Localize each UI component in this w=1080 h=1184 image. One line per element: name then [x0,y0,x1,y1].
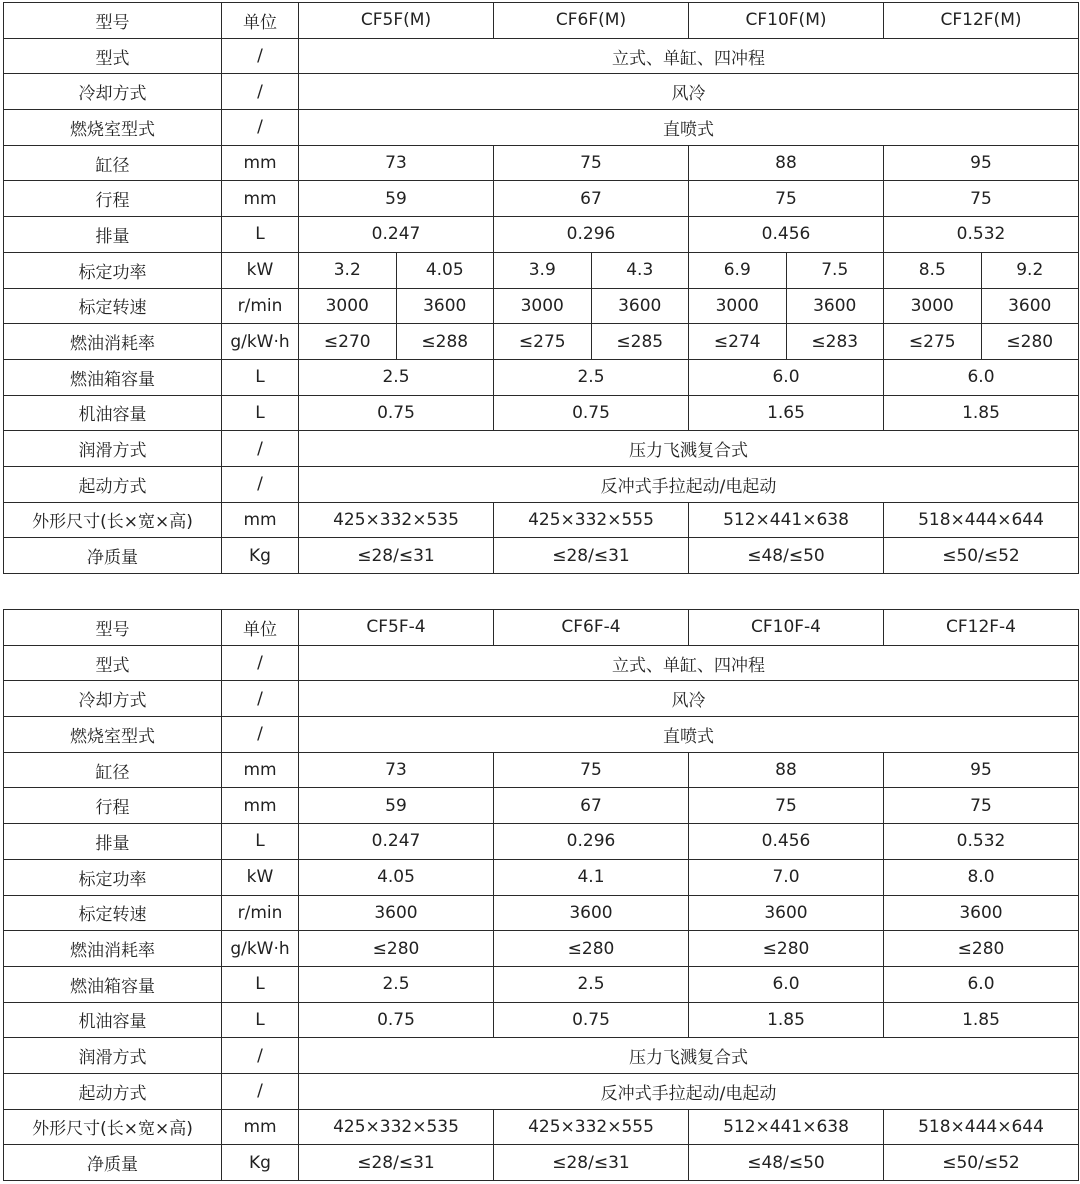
value-cell: 73 [299,752,494,788]
row-label: 排量 [4,217,222,253]
value-cell: 8.5 [884,252,982,288]
value-cell: 0.75 [494,1002,689,1038]
value-cell: 3000 [494,288,592,324]
value-cell: 75 [494,752,689,788]
header-model-name: CF6F(M) [494,3,689,39]
table-row [4,431,1079,467]
table-row [4,145,1079,181]
row-label: 燃烧室型式 [4,110,222,146]
row-unit: L [222,966,299,1002]
value-cell: 7.0 [689,859,884,895]
spanned-value-cell: 直喷式 [299,110,1079,146]
value-cell: 425×332×535 [299,1109,494,1145]
row-unit: kW [222,859,299,895]
spanned-value-cell: 压力飞溅复合式 [299,1038,1079,1074]
row-label: 标定转速 [4,288,222,324]
row-unit: / [222,431,299,467]
value-cell: ≤280 [299,931,494,967]
row-label: 机油容量 [4,1002,222,1038]
row-unit: / [222,74,299,110]
row-unit: / [222,681,299,717]
value-cell: 4.05 [299,859,494,895]
row-label: 排量 [4,824,222,860]
row-label: 外形尺寸(长×宽×高) [4,502,222,538]
table-row [4,181,1079,217]
row-label: 标定功率 [4,252,222,288]
table-row [4,324,1079,360]
table-row [4,359,1079,395]
row-label: 标定功率 [4,859,222,895]
value-cell: 2.5 [299,359,494,395]
value-cell: 425×332×535 [299,502,494,538]
value-cell: 3000 [884,288,982,324]
value-cell: 3600 [591,288,689,324]
row-label: 行程 [4,181,222,217]
row-label: 起动方式 [4,466,222,502]
row-label: 燃油箱容量 [4,359,222,395]
value-cell: 75 [689,788,884,824]
value-cell: ≤285 [591,324,689,360]
row-unit: / [222,1073,299,1109]
header-row [4,610,1079,646]
value-cell: 0.296 [494,217,689,253]
value-cell: 0.247 [299,824,494,860]
value-cell: ≤48/≤50 [689,1145,884,1181]
value-cell: ≤28/≤31 [299,1145,494,1181]
table-row [4,1038,1079,1074]
table-row [4,681,1079,717]
row-label: 型式 [4,645,222,681]
row-label: 冷却方式 [4,681,222,717]
table-row [4,1145,1079,1181]
table-row [4,502,1079,538]
value-cell: ≤288 [396,324,494,360]
header-model-name: CF10F(M) [689,3,884,39]
row-unit: r/min [222,895,299,931]
value-cell: 3600 [786,288,884,324]
header-model-name: CF5F-4 [299,610,494,646]
row-label: 燃烧室型式 [4,717,222,753]
spanned-value-cell: 反冲式手拉起动/电起动 [299,466,1079,502]
row-unit: mm [222,1109,299,1145]
value-cell: 9.2 [981,252,1079,288]
value-cell: 1.85 [689,1002,884,1038]
table-row [4,395,1079,431]
value-cell: 425×332×555 [494,1109,689,1145]
value-cell: 518×444×644 [884,1109,1079,1145]
value-cell: 0.456 [689,217,884,253]
spanned-value-cell: 压力飞溅复合式 [299,431,1079,467]
value-cell: 4.3 [591,252,689,288]
value-cell: 4.1 [494,859,689,895]
value-cell: 3600 [299,895,494,931]
table-row [4,1002,1079,1038]
value-cell: 73 [299,145,494,181]
value-cell: 518×444×644 [884,502,1079,538]
row-unit: L [222,217,299,253]
value-cell: 75 [494,145,689,181]
value-cell: 88 [689,145,884,181]
value-cell: 3.2 [299,252,397,288]
row-label: 缸径 [4,752,222,788]
value-cell: 2.5 [494,966,689,1002]
row-label: 冷却方式 [4,74,222,110]
table-row [4,931,1079,967]
table-row [4,252,1079,288]
row-label: 型式 [4,38,222,74]
value-cell: 512×441×638 [689,1109,884,1145]
value-cell: 4.05 [396,252,494,288]
value-cell: 1.65 [689,395,884,431]
table-row [4,1109,1079,1145]
value-cell: 75 [884,181,1079,217]
row-unit: L [222,1002,299,1038]
value-cell: 3600 [494,895,689,931]
row-label: 行程 [4,788,222,824]
value-cell: 425×332×555 [494,502,689,538]
value-cell: 1.85 [884,1002,1079,1038]
value-cell: 0.296 [494,824,689,860]
value-cell: ≤280 [981,324,1079,360]
table-row [4,717,1079,753]
value-cell: 0.75 [299,395,494,431]
value-cell: ≤280 [689,931,884,967]
row-unit: mm [222,752,299,788]
value-cell: 88 [689,752,884,788]
value-cell: 6.0 [689,966,884,1002]
row-unit: Kg [222,1145,299,1181]
row-label: 燃油消耗率 [4,931,222,967]
value-cell: 7.5 [786,252,884,288]
value-cell: 6.0 [884,359,1079,395]
spec-table-1 [3,2,1079,574]
value-cell: ≤28/≤31 [494,538,689,574]
value-cell: 8.0 [884,859,1079,895]
value-cell: 3.9 [494,252,592,288]
table-row [4,538,1079,574]
table-row [4,645,1079,681]
spanned-value-cell: 直喷式 [299,717,1079,753]
value-cell: 95 [884,145,1079,181]
header-model-name: CF5F(M) [299,3,494,39]
value-cell: 95 [884,752,1079,788]
row-label: 起动方式 [4,1073,222,1109]
value-cell: 67 [494,181,689,217]
value-cell: 75 [689,181,884,217]
value-cell: 6.0 [689,359,884,395]
table-row [4,110,1079,146]
value-cell: 1.85 [884,395,1079,431]
row-unit: / [222,1038,299,1074]
value-cell: ≤280 [494,931,689,967]
table-row [4,1073,1079,1109]
header-row [4,3,1079,39]
row-unit: / [222,645,299,681]
row-label: 润滑方式 [4,431,222,467]
spanned-value-cell: 立式、单缸、四冲程 [299,38,1079,74]
value-cell: 67 [494,788,689,824]
header-model-name: CF12F(M) [884,3,1079,39]
row-unit: g/kW·h [222,324,299,360]
value-cell: 512×441×638 [689,502,884,538]
header-model-name: CF6F-4 [494,610,689,646]
value-cell: 3600 [396,288,494,324]
row-unit: r/min [222,288,299,324]
value-cell: 0.532 [884,217,1079,253]
row-unit: L [222,395,299,431]
value-cell: ≤50/≤52 [884,538,1079,574]
row-unit: mm [222,788,299,824]
value-cell: 0.532 [884,824,1079,860]
table-row [4,824,1079,860]
spanned-value-cell: 反冲式手拉起动/电起动 [299,1073,1079,1109]
row-label: 净质量 [4,538,222,574]
value-cell: 0.247 [299,217,494,253]
table-row [4,38,1079,74]
table-row [4,788,1079,824]
value-cell: 75 [884,788,1079,824]
spanned-value-cell: 立式、单缸、四冲程 [299,645,1079,681]
row-unit: g/kW·h [222,931,299,967]
value-cell: ≤270 [299,324,397,360]
table-row [4,288,1079,324]
header-unit-label: 单位 [222,610,299,646]
header-model-label: 型号 [4,610,222,646]
header-model-name: CF12F-4 [884,610,1079,646]
value-cell: ≤275 [884,324,982,360]
value-cell: 2.5 [494,359,689,395]
row-unit: mm [222,181,299,217]
row-label: 燃油箱容量 [4,966,222,1002]
value-cell: 0.75 [494,395,689,431]
row-label: 润滑方式 [4,1038,222,1074]
value-cell: 3000 [299,288,397,324]
spanned-value-cell: 风冷 [299,681,1079,717]
value-cell: ≤28/≤31 [494,1145,689,1181]
value-cell: ≤28/≤31 [299,538,494,574]
table-row [4,859,1079,895]
value-cell: 6.9 [689,252,787,288]
row-unit: kW [222,252,299,288]
spec-table-body [4,610,1079,1181]
table-row [4,966,1079,1002]
value-cell: 0.75 [299,1002,494,1038]
spec-table-body [4,3,1079,574]
value-cell: ≤50/≤52 [884,1145,1079,1181]
row-unit: L [222,359,299,395]
row-unit: / [222,110,299,146]
spanned-value-cell: 风冷 [299,74,1079,110]
spec-table-2 [3,609,1079,1181]
value-cell: 59 [299,788,494,824]
table-row [4,895,1079,931]
header-model-label: 型号 [4,3,222,39]
value-cell: ≤48/≤50 [689,538,884,574]
value-cell: 6.0 [884,966,1079,1002]
row-label: 标定转速 [4,895,222,931]
value-cell: 3600 [884,895,1079,931]
value-cell: 3600 [689,895,884,931]
value-cell: ≤283 [786,324,884,360]
table-row [4,217,1079,253]
row-label: 外形尺寸(长×宽×高) [4,1109,222,1145]
table-row [4,752,1079,788]
value-cell: 2.5 [299,966,494,1002]
row-label: 缸径 [4,145,222,181]
value-cell: 3600 [981,288,1079,324]
row-unit: / [222,466,299,502]
row-label: 净质量 [4,1145,222,1181]
row-unit: mm [222,145,299,181]
value-cell: 0.456 [689,824,884,860]
table-row [4,466,1079,502]
header-model-name: CF10F-4 [689,610,884,646]
value-cell: 59 [299,181,494,217]
value-cell: ≤274 [689,324,787,360]
row-unit: L [222,824,299,860]
row-unit: / [222,717,299,753]
row-label: 机油容量 [4,395,222,431]
value-cell: ≤275 [494,324,592,360]
row-unit: / [222,38,299,74]
value-cell: ≤280 [884,931,1079,967]
table-row [4,74,1079,110]
value-cell: 3000 [689,288,787,324]
row-label: 燃油消耗率 [4,324,222,360]
header-unit-label: 单位 [222,3,299,39]
row-unit: Kg [222,538,299,574]
row-unit: mm [222,502,299,538]
